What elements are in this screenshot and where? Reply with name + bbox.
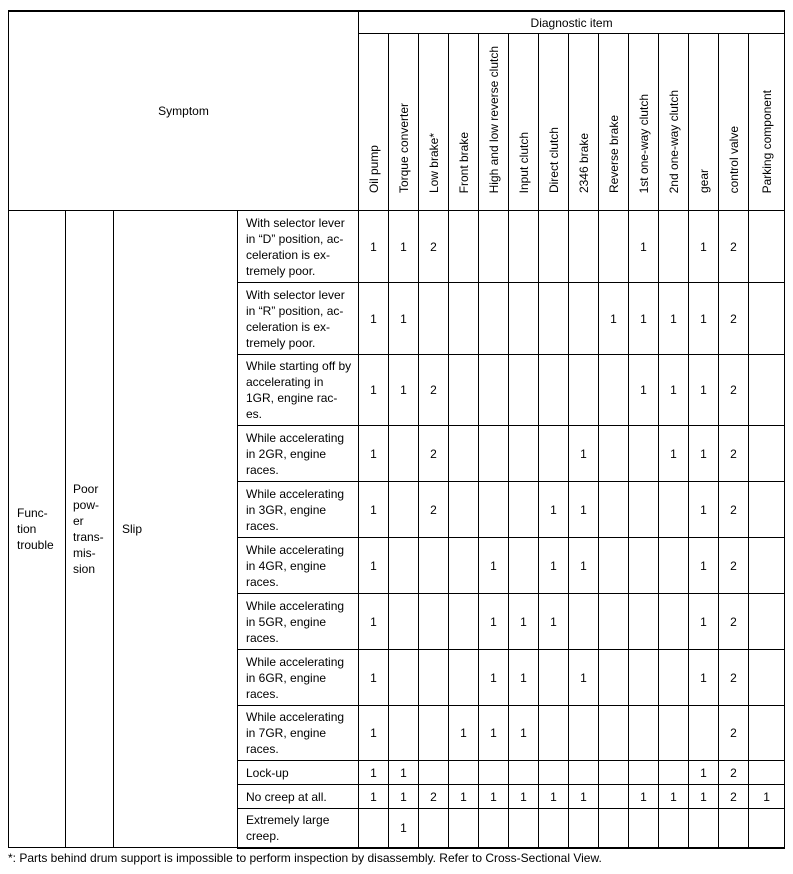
- value-cell: 1: [509, 706, 539, 761]
- value-cell: 2: [719, 283, 749, 355]
- value-cell: [599, 761, 629, 785]
- value-cell: 1: [629, 211, 659, 283]
- value-cell: [659, 538, 689, 594]
- symptom-cell: While accelerating in 2GR, engine races.: [238, 426, 359, 482]
- value-cell: [659, 761, 689, 785]
- value-cell: 2: [719, 426, 749, 482]
- value-cell: [749, 482, 785, 538]
- category-slip: Slip: [114, 211, 238, 848]
- value-cell: [539, 283, 569, 355]
- value-cell: 2: [419, 785, 449, 809]
- value-cell: [749, 355, 785, 426]
- value-cell: [419, 706, 449, 761]
- symptom-cell: While accelerating in 3GR, engine races.: [238, 482, 359, 538]
- value-cell: [539, 706, 569, 761]
- value-cell: 1: [539, 785, 569, 809]
- value-cell: [479, 482, 509, 538]
- value-cell: 1: [539, 594, 569, 650]
- value-cell: [449, 594, 479, 650]
- value-cell: [599, 785, 629, 809]
- value-cell: [479, 355, 509, 426]
- value-cell: [749, 650, 785, 706]
- symptom-cell: With selector lever in “D” position, ac- celeration is ex- tremely poor.: [238, 211, 359, 283]
- value-cell: [599, 538, 629, 594]
- value-cell: [749, 809, 785, 848]
- value-cell: [569, 355, 599, 426]
- value-cell: 1: [359, 785, 389, 809]
- value-cell: [629, 650, 659, 706]
- column-header-label: Front brake: [456, 131, 471, 193]
- value-cell: 2: [719, 482, 749, 538]
- value-cell: [509, 355, 539, 426]
- value-cell: [569, 594, 599, 650]
- value-cell: 2: [419, 426, 449, 482]
- value-cell: 1: [659, 283, 689, 355]
- column-header: [719, 34, 749, 211]
- value-cell: [689, 706, 719, 761]
- value-cell: [539, 211, 569, 283]
- value-cell: [749, 706, 785, 761]
- symptom-header: Symptom: [9, 11, 359, 211]
- value-cell: [659, 482, 689, 538]
- value-cell: [479, 211, 509, 283]
- value-cell: 1: [629, 785, 659, 809]
- value-cell: 1: [569, 426, 599, 482]
- symptom-cell: No creep at all.: [238, 785, 359, 809]
- value-cell: [659, 650, 689, 706]
- value-cell: 1: [359, 594, 389, 650]
- column-header: [749, 34, 785, 211]
- value-cell: [599, 355, 629, 426]
- value-cell: 1: [599, 283, 629, 355]
- value-cell: 2: [719, 538, 749, 594]
- value-cell: 2: [419, 482, 449, 538]
- value-cell: [569, 706, 599, 761]
- value-cell: [539, 809, 569, 848]
- value-cell: 1: [389, 355, 419, 426]
- value-cell: [509, 761, 539, 785]
- value-cell: [599, 482, 629, 538]
- value-cell: 2: [719, 785, 749, 809]
- value-cell: [569, 211, 599, 283]
- value-cell: 1: [359, 355, 389, 426]
- value-cell: 1: [389, 211, 419, 283]
- value-cell: [449, 283, 479, 355]
- value-cell: 1: [629, 283, 659, 355]
- value-cell: [389, 538, 419, 594]
- column-header-label: Input clutch: [516, 131, 531, 193]
- value-cell: [449, 482, 479, 538]
- value-cell: 1: [479, 650, 509, 706]
- value-cell: 1: [539, 482, 569, 538]
- column-header-label: High and low reverse clutch: [486, 45, 501, 193]
- column-header-label: 1st one-way clutch: [636, 93, 651, 193]
- column-header-label: Direct clutch: [546, 126, 561, 193]
- value-cell: [419, 283, 449, 355]
- column-header-label: Torque converter: [396, 102, 411, 193]
- value-cell: [749, 538, 785, 594]
- value-cell: [629, 482, 659, 538]
- value-cell: 1: [359, 283, 389, 355]
- value-cell: 1: [569, 482, 599, 538]
- value-cell: [389, 594, 419, 650]
- value-cell: [359, 809, 389, 848]
- value-cell: [509, 482, 539, 538]
- value-cell: [749, 211, 785, 283]
- value-cell: 1: [749, 785, 785, 809]
- value-cell: 1: [569, 650, 599, 706]
- value-cell: [629, 706, 659, 761]
- value-cell: [419, 538, 449, 594]
- value-cell: 2: [719, 761, 749, 785]
- column-header: [569, 34, 599, 211]
- value-cell: 1: [389, 809, 419, 848]
- column-header-label: control valve: [726, 125, 741, 193]
- value-cell: [659, 211, 689, 283]
- value-cell: [449, 809, 479, 848]
- value-cell: [539, 650, 569, 706]
- value-cell: 2: [719, 355, 749, 426]
- value-cell: 1: [689, 650, 719, 706]
- value-cell: 1: [359, 706, 389, 761]
- column-header: [599, 34, 629, 211]
- value-cell: 1: [509, 785, 539, 809]
- value-cell: [479, 426, 509, 482]
- value-cell: [629, 426, 659, 482]
- value-cell: [629, 809, 659, 848]
- value-cell: 1: [689, 594, 719, 650]
- diagnostic-item-header: Diagnostic item: [359, 11, 785, 34]
- footnote: *: Parts behind drum support is impossible to perform inspection by disassembly. Refer to Cross-Sectional View.: [8, 851, 602, 865]
- value-cell: [599, 594, 629, 650]
- column-header-label: Parking component: [759, 89, 774, 193]
- column-header: [479, 34, 509, 211]
- category-function-trouble: Func- tion trouble: [9, 211, 66, 848]
- value-cell: 1: [479, 594, 509, 650]
- symptom-cell: While accelerating in 4GR, engine races.: [238, 538, 359, 594]
- value-cell: [599, 809, 629, 848]
- value-cell: [479, 809, 509, 848]
- value-cell: 1: [659, 785, 689, 809]
- value-cell: [509, 809, 539, 848]
- value-cell: [539, 761, 569, 785]
- value-cell: [449, 650, 479, 706]
- value-cell: [659, 809, 689, 848]
- column-header-label: Low brake*: [426, 132, 441, 193]
- value-cell: [509, 538, 539, 594]
- value-cell: 1: [689, 761, 719, 785]
- symptom-cell: Extremely large creep.: [238, 809, 359, 848]
- value-cell: [419, 650, 449, 706]
- value-cell: 1: [359, 538, 389, 594]
- value-cell: [509, 426, 539, 482]
- symptom-cell: Lock-up: [238, 761, 359, 785]
- column-header: [389, 34, 419, 211]
- table-body: [9, 11, 785, 848]
- column-header-label: Reverse brake: [606, 114, 621, 193]
- value-cell: 1: [689, 211, 719, 283]
- symptom-cell: While accelerating in 7GR, engine races.: [238, 706, 359, 761]
- value-cell: 1: [389, 785, 419, 809]
- value-cell: 2: [719, 594, 749, 650]
- symptom-cell: While accelerating in 6GR, engine races.: [238, 650, 359, 706]
- value-cell: [749, 594, 785, 650]
- value-cell: 1: [689, 426, 719, 482]
- value-cell: [659, 594, 689, 650]
- column-header-label: 2nd one-way clutch: [666, 89, 681, 193]
- value-cell: [569, 761, 599, 785]
- value-cell: 1: [659, 426, 689, 482]
- value-cell: [719, 809, 749, 848]
- value-cell: [749, 283, 785, 355]
- value-cell: 1: [629, 355, 659, 426]
- value-cell: 1: [449, 706, 479, 761]
- value-cell: [689, 809, 719, 848]
- column-header-label: Oil pump: [366, 144, 381, 193]
- value-cell: 1: [539, 538, 569, 594]
- symptom-cell: With selector lever in “R” position, ac- celeration is ex- tremely poor.: [238, 283, 359, 355]
- value-cell: 1: [359, 482, 389, 538]
- value-cell: 1: [479, 538, 509, 594]
- value-cell: [599, 706, 629, 761]
- value-cell: [389, 426, 419, 482]
- column-header: [539, 34, 569, 211]
- value-cell: [389, 482, 419, 538]
- value-cell: 1: [479, 706, 509, 761]
- symptom-cell: While starting off by accelerating in 1GR, engine rac- es.: [238, 355, 359, 426]
- value-cell: [389, 650, 419, 706]
- value-cell: [749, 426, 785, 482]
- value-cell: [509, 211, 539, 283]
- diagnostic-table: [8, 10, 785, 849]
- value-cell: 1: [359, 211, 389, 283]
- symptom-cell: While accelerating in 5GR, engine races.: [238, 594, 359, 650]
- value-cell: [449, 761, 479, 785]
- value-cell: 2: [719, 650, 749, 706]
- value-cell: 1: [689, 355, 719, 426]
- column-header-label: gear: [696, 168, 711, 193]
- value-cell: [419, 594, 449, 650]
- column-header: [449, 34, 479, 211]
- value-cell: [449, 355, 479, 426]
- value-cell: 1: [359, 650, 389, 706]
- value-cell: [629, 538, 659, 594]
- column-header: [629, 34, 659, 211]
- value-cell: 1: [479, 785, 509, 809]
- value-cell: [449, 211, 479, 283]
- value-cell: [419, 809, 449, 848]
- header-row: [9, 11, 785, 34]
- value-cell: [749, 761, 785, 785]
- value-cell: 1: [689, 283, 719, 355]
- value-cell: [599, 650, 629, 706]
- value-cell: 1: [689, 538, 719, 594]
- column-header: [359, 34, 389, 211]
- value-cell: [479, 283, 509, 355]
- value-cell: 1: [449, 785, 479, 809]
- value-cell: 1: [659, 355, 689, 426]
- column-header: [659, 34, 689, 211]
- category-poor-power-transmission: Poor pow- er trans- mis- sion: [66, 211, 114, 848]
- value-cell: 2: [719, 211, 749, 283]
- value-cell: 2: [419, 211, 449, 283]
- value-cell: [449, 426, 479, 482]
- value-cell: [389, 706, 419, 761]
- value-cell: 1: [509, 594, 539, 650]
- table-row: [9, 211, 785, 283]
- value-cell: 1: [569, 785, 599, 809]
- value-cell: 1: [509, 650, 539, 706]
- value-cell: [449, 538, 479, 594]
- value-cell: 1: [359, 761, 389, 785]
- value-cell: 1: [359, 426, 389, 482]
- value-cell: [539, 426, 569, 482]
- value-cell: 2: [719, 706, 749, 761]
- value-cell: [629, 761, 659, 785]
- value-cell: 1: [389, 761, 419, 785]
- value-cell: 1: [689, 785, 719, 809]
- value-cell: [629, 594, 659, 650]
- value-cell: [479, 761, 509, 785]
- value-cell: [599, 426, 629, 482]
- value-cell: [569, 809, 599, 848]
- value-cell: [539, 355, 569, 426]
- value-cell: 1: [389, 283, 419, 355]
- value-cell: 1: [569, 538, 599, 594]
- column-header-label: 2346 brake: [576, 132, 591, 193]
- value-cell: 1: [689, 482, 719, 538]
- column-header: [509, 34, 539, 211]
- value-cell: [599, 211, 629, 283]
- value-cell: [569, 283, 599, 355]
- value-cell: [419, 761, 449, 785]
- value-cell: 2: [419, 355, 449, 426]
- column-header: [689, 34, 719, 211]
- value-cell: [509, 283, 539, 355]
- value-cell: [659, 706, 689, 761]
- column-header: [419, 34, 449, 211]
